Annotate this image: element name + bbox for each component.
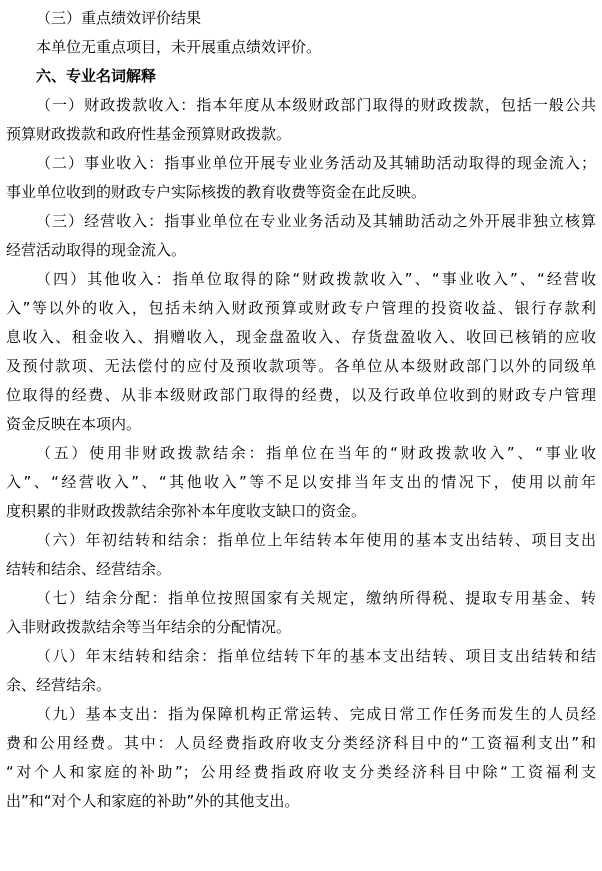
text-line: （五）使用非财政拨款结余：指单位在当年的“财政拨款收入”、“事业收	[36, 444, 596, 462]
text-line: 结转和结余、经营结余。	[6, 560, 172, 578]
text-line: 经营活动取得的现金流入。	[6, 241, 187, 259]
text-line: 息收入、租金收入、捐赠收入，现金盘盈收入、存货盘盈收入、收回已核销的应收	[6, 328, 596, 346]
text-line: 余、经营结余。	[6, 676, 112, 694]
text-line: 入”等以外的收入，包括未纳入财政预算或财政专户管理的投资收益、银行存款利	[6, 299, 596, 317]
text-line: （六）年初结转和结余：指单位上年结转本年使用的基本支出结转、项目支出	[36, 531, 596, 549]
text-line: （三）经营收入：指事业单位在专业业务活动及其辅助活动之外开展非独立核算	[36, 212, 596, 230]
text-line: 位取得的经费、从非本级财政部门取得的经费，以及行政单位收到的财政专户管理	[6, 386, 596, 404]
text-line: （二）事业收入：指事业单位开展专业业务活动及其辅助活动取得的现金流入；	[36, 154, 596, 172]
text-line: （九）基本支出：指为保障机构正常运转、完成日常工作任务而发生的人员经	[36, 705, 596, 723]
text-line: 出”和“对个人和家庭的补助”外的其他支出。	[6, 792, 300, 810]
section-heading: 六、专业名词解释	[36, 67, 157, 85]
text-line: （八）年末结转和结余：指单位结转下年的基本支出结转、项目支出结转和结	[36, 647, 596, 665]
text-line: 入非财政拨款结余等当年结余的分配情况。	[6, 618, 292, 636]
text-line: 费和公用经费。其中：人员经费指政府收支分类经济科目中的“工资福利支出”和	[6, 734, 596, 752]
text-line: 及预付款项、无法偿付的应付及预收款项等。各单位从本级财政部门以外的同级单	[6, 357, 596, 375]
text-line: （三）重点绩效评价结果	[36, 9, 202, 27]
text-line: 资金反映在本项内。	[6, 415, 142, 433]
text-line: 事业单位收到的财政专户实际核拨的教育收费等资金在此反映。	[6, 183, 427, 201]
text-line: （一）财政拨款收入：指本年度从本级财政部门取得的财政拨款，包括一般公共	[36, 96, 596, 114]
text-line: 预算财政拨款和政府性基金预算财政拨款。	[6, 125, 292, 143]
text-line: 本单位无重点项目，未开展重点绩效评价。	[36, 38, 322, 56]
text-line: （四）其他收入：指单位取得的除“财政拨款收入”、“事业收入”、“经营收	[36, 270, 596, 288]
text-line: （七）结余分配：指单位按照国家有关规定，缴纳所得税、提取专用基金、转	[36, 589, 596, 607]
text-line: “对个人和家庭的补助”；公用经费指政府收支分类经济科目中除“工资福利支	[6, 763, 596, 781]
text-line: 度积累的非财政拨款结余弥补本年度收支缺口的资金。	[6, 502, 367, 520]
text-line: 入”、“经营收入”、“其他收入”等不足以安排当年支出的情况下，使用以前年	[6, 473, 596, 491]
